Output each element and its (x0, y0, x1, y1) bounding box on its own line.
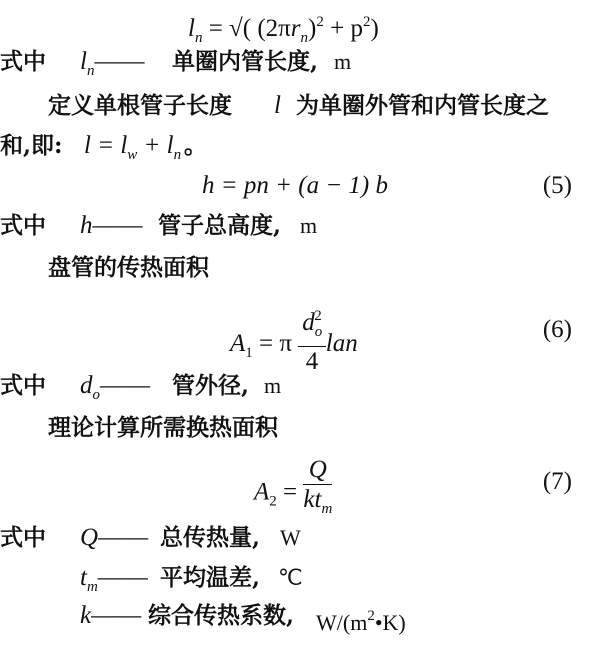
def-do-prefix: 式中 (0, 372, 46, 399)
definition-do (0, 364, 600, 408)
def-k-unit: W/(m (316, 610, 368, 635)
def-h-unit: m (300, 213, 318, 238)
def-do-symbol: d (80, 372, 93, 399)
eq6-num-sub: o (314, 324, 323, 340)
equation-5 (0, 164, 600, 208)
eq7-eq: = (283, 478, 298, 506)
para1-end: 。 (184, 132, 207, 159)
para2-text: 盘管的传热面积 (48, 254, 209, 281)
paragraph-3 (0, 406, 600, 450)
para1-w-sub: w (127, 147, 138, 163)
eq7-fraction (303, 456, 332, 524)
eq5-number: (5) (542, 172, 572, 199)
def-ln-prefix: 式中 (0, 48, 46, 75)
eq6-den: 4 (305, 348, 319, 375)
eq7-den-sub: m (321, 501, 333, 517)
definition-Q (0, 516, 600, 560)
paragraph-1-line-2 (0, 124, 600, 168)
eq6-lhs: A (230, 330, 246, 358)
def-k-text: 综合传热系数, (148, 602, 295, 629)
paragraph-1-line-1 (0, 84, 600, 128)
eq7-den: kt (303, 486, 322, 513)
eq6-num: d (302, 309, 315, 336)
def-q-prefix: 式中 (0, 524, 46, 551)
eq6-num-sup: 2 (314, 308, 322, 324)
para1-plus: + l (137, 132, 174, 159)
def-ln-symbol-sub: n (86, 63, 95, 79)
eq7-lhs: A (254, 478, 270, 506)
definition-ln (0, 40, 600, 84)
para1-n-sub: n (173, 147, 182, 163)
def-ln-symbol: l (80, 48, 87, 75)
eq-ln-lhs: l (188, 15, 195, 42)
def-tm-dash: —— (97, 564, 148, 591)
eq6-eq: = π (259, 330, 293, 358)
para1-line1: 定义单根管子长度 (48, 92, 232, 119)
eq-ln-r: r (290, 15, 301, 42)
def-do-symbol-sub: o (92, 387, 100, 403)
eq7-lhs-sub: 2 (269, 493, 277, 510)
def-tm-unit: ℃ (278, 565, 303, 590)
eq6-tail: lan (325, 330, 358, 358)
eq5-expr: h = pn + (a − 1) b (202, 172, 389, 199)
eq7-num: Q (308, 456, 327, 483)
def-q-dash: —— (98, 524, 149, 551)
def-h-prefix: 式中 (0, 212, 46, 239)
eq-ln-expr-a: = √( (2π (208, 15, 291, 42)
def-ln-dash: —— (94, 48, 145, 75)
eq-ln-close: ) (370, 15, 379, 42)
def-k-unit-sup: 2 (367, 608, 375, 624)
def-q-unit: W (280, 525, 301, 550)
eq-ln-r-sub: n (300, 30, 309, 46)
eq-ln-expr-c: + p (330, 15, 363, 42)
def-k-symbol: k (80, 602, 92, 629)
def-ln-unit: m (334, 49, 352, 74)
para1-line1b: 为单圈外管和内管长度之 (296, 92, 549, 119)
def-tm-symbol: t (80, 564, 87, 591)
eq7-number: (7) (542, 468, 572, 495)
eq-ln-exp3: 2 (362, 14, 371, 30)
para1-eq: l = l (84, 132, 128, 159)
def-q-symbol: Q (80, 524, 99, 551)
eq-ln-expr-b: ) (308, 15, 317, 42)
def-h-symbol: h (80, 212, 93, 239)
definition-h (0, 204, 600, 248)
paragraph-2 (0, 246, 600, 290)
equation-7 (0, 452, 600, 516)
def-k-unit-end: •K) (374, 610, 406, 635)
definition-k (0, 594, 600, 638)
def-tm-symbol-sub: m (86, 579, 98, 595)
para1-line2: 和,即: (0, 132, 63, 159)
def-q-text: 总传热量, (160, 524, 261, 551)
def-k-dash: —— (91, 602, 142, 629)
eq6-lhs-sub: 1 (245, 345, 253, 362)
def-tm-text: 平均温差, (160, 564, 261, 591)
def-do-text: 管外径, (172, 372, 250, 399)
para1-var: l (274, 92, 281, 119)
eq-ln-lhs-sub: n (194, 30, 203, 46)
eq-ln-exp2: 2 (316, 14, 324, 30)
def-h-dash: —— (92, 212, 143, 239)
para3-text: 理论计算所需换热面积 (48, 414, 278, 441)
eq6-number: (6) (542, 316, 572, 343)
def-h-text: 管子总高度, (158, 212, 282, 239)
def-do-unit: m (264, 373, 282, 398)
equation-ln (0, 0, 600, 44)
def-ln-text: 单圈内管长度, (172, 48, 319, 75)
equation-6 (0, 300, 600, 375)
def-do-dash: —— (100, 372, 150, 399)
